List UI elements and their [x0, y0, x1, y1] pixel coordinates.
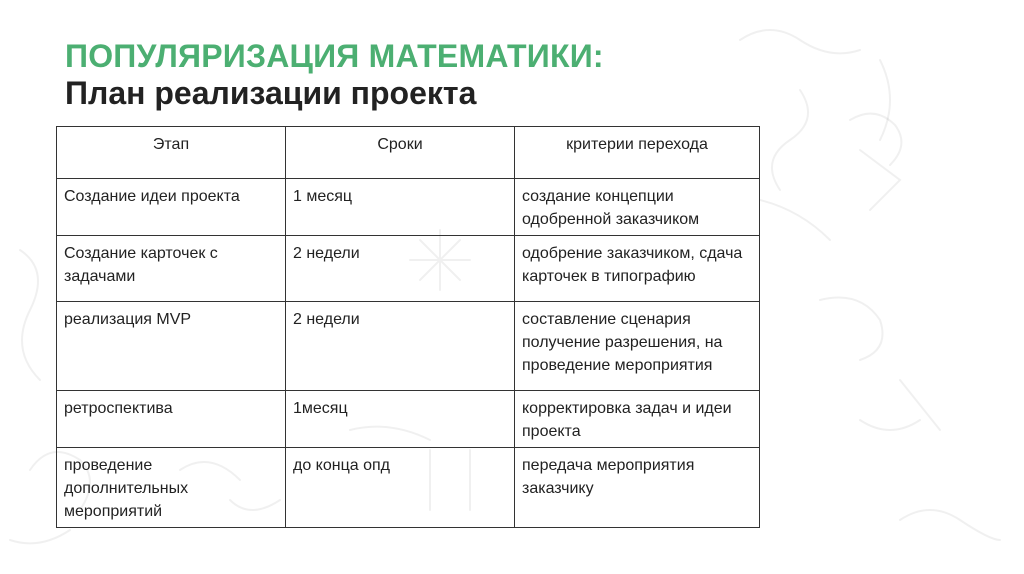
slide-title: [65, 38, 604, 112]
cell-criteria: одобрение заказчиком, сдача карточек в типографию: [515, 236, 760, 302]
cell-criteria: составление сценария получение разрешения, на проведение мероприятия: [515, 302, 760, 391]
cell-stage: реализация MVP: [57, 302, 286, 391]
cell-timing: 1месяц: [286, 391, 515, 448]
title-subtitle: План реализации проекта: [65, 75, 477, 111]
cell-criteria: корректировка задач и идеи проекта: [515, 391, 760, 448]
cell-stage: Создание карточек с задачами: [57, 236, 286, 302]
header-criteria: критерии перехода: [515, 127, 760, 179]
table-header-row: [57, 127, 760, 179]
cell-timing: 2 недели: [286, 302, 515, 391]
cell-timing: до конца опд: [286, 448, 515, 528]
title-main: ПОПУЛЯРИЗАЦИЯ МАТЕМАТИКИ:: [65, 38, 604, 74]
table-row: [57, 179, 760, 236]
cell-stage: ретроспектива: [57, 391, 286, 448]
table-row: [57, 236, 760, 302]
table-row: [57, 448, 760, 528]
cell-stage: проведение дополнительных мероприятий: [57, 448, 286, 528]
cell-timing: 1 месяц: [286, 179, 515, 236]
table-row: [57, 391, 760, 448]
cell-criteria: создание концепции одобренной заказчиком: [515, 179, 760, 236]
cell-stage: Создание идеи проекта: [57, 179, 286, 236]
cell-criteria: передача мероприятия заказчику: [515, 448, 760, 528]
project-plan-table: [56, 126, 760, 528]
header-timing: Сроки: [286, 127, 515, 179]
cell-timing: 2 недели: [286, 236, 515, 302]
table-row: [57, 302, 760, 391]
header-stage: Этап: [57, 127, 286, 179]
